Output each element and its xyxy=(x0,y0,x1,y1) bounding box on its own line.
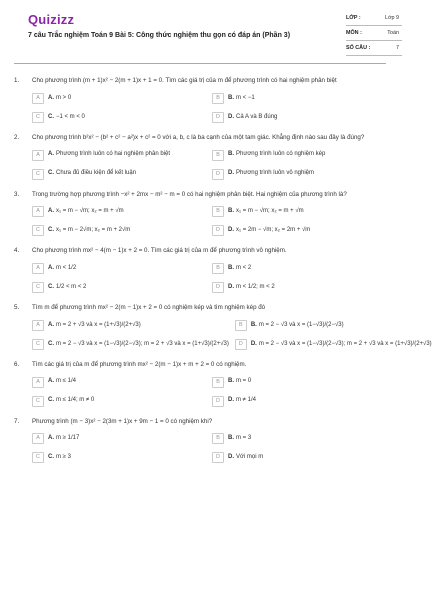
option-letter-box: A xyxy=(32,93,44,104)
brand-logo: Quizizz xyxy=(28,12,75,27)
option-value: m ≠ 1/4 xyxy=(236,397,256,404)
option-value: Với mọi m xyxy=(236,454,264,460)
option-text xyxy=(48,435,79,443)
option-letter-box: D xyxy=(212,396,224,407)
option-text xyxy=(228,454,263,462)
option-value: m = 3 xyxy=(236,435,252,441)
option-text xyxy=(48,95,71,103)
meta-label: MÔN : xyxy=(346,29,362,36)
question-6 xyxy=(14,361,386,407)
option-text xyxy=(228,397,256,405)
option-letter-box: C xyxy=(32,169,44,180)
answer-option-b[interactable] xyxy=(235,320,432,331)
option-value: m = 2 − √3 và x = (1−√3)/(2−√3); m = 2 + √3 và x = (1+√3)/(2+√3) xyxy=(258,340,432,347)
question-number: 4. xyxy=(14,247,20,255)
option-letter-box: A xyxy=(32,263,44,274)
option-text xyxy=(48,208,124,216)
answer-option-d[interactable] xyxy=(212,396,386,407)
question-stem xyxy=(14,361,386,369)
option-label: A. xyxy=(48,321,54,328)
option-letter-box: D xyxy=(235,339,247,350)
meta-row-subject xyxy=(346,26,402,41)
option-text xyxy=(228,95,255,103)
question-stem xyxy=(14,304,386,312)
question-5 xyxy=(14,304,432,350)
answer-options xyxy=(14,433,386,463)
answer-option-a[interactable] xyxy=(32,93,206,104)
option-value: x₁ = m − √m; x₂ = m + √m xyxy=(236,208,304,214)
question-text: Cho phương trình b²x² − (b² + c² − a²)x + c² = 0 với a, b, c là ba cạnh của một tam giác. Khẳng định nào sau đây là đúng? xyxy=(32,133,365,141)
option-value: x₁ = m − 2√m; x₂ = m + 2√m xyxy=(56,227,131,233)
question-text: Trong trường hợp phương trình −x² + 2mx − m² − m = 0 có hai nghiệm phân biệt. Hai nghiệm của phương trình là? xyxy=(32,190,347,198)
answer-option-a[interactable] xyxy=(32,150,206,161)
answer-options xyxy=(14,93,386,123)
question-4 xyxy=(14,247,386,293)
option-text xyxy=(228,265,251,273)
option-text xyxy=(228,227,310,235)
answer-option-c[interactable] xyxy=(32,112,206,123)
option-letter-box: B xyxy=(212,377,224,388)
option-value: m = 2 − √3 và x = (1−√3)/(2−√3) xyxy=(258,321,344,328)
answer-option-a[interactable] xyxy=(32,320,229,331)
option-value: x₁ = m − √m; x₂ = m + √m xyxy=(56,208,124,214)
option-label: A. xyxy=(48,264,54,271)
option-letter-box: A xyxy=(32,206,44,217)
answer-option-d[interactable] xyxy=(212,282,386,293)
option-letter-box: B xyxy=(235,320,247,331)
option-letter-box: C xyxy=(32,452,44,463)
option-label: B. xyxy=(228,378,234,385)
answer-option-a[interactable] xyxy=(32,377,206,388)
option-letter-box: B xyxy=(212,263,224,274)
answer-options xyxy=(14,377,386,407)
answer-option-c[interactable] xyxy=(32,396,206,407)
meta-box xyxy=(346,11,402,56)
option-label: B. xyxy=(228,208,234,214)
question-stem xyxy=(14,77,386,85)
option-letter-box: C xyxy=(32,396,44,407)
option-value: m ≥ 1/17 xyxy=(56,435,80,441)
question-stem xyxy=(14,191,386,199)
option-value: m < 2 xyxy=(236,264,252,271)
question-number: 2. xyxy=(14,133,20,141)
option-letter-box: A xyxy=(32,320,44,331)
option-text xyxy=(228,378,251,386)
option-value: m < 1/2; m < 2 xyxy=(236,283,275,290)
option-label: C. xyxy=(48,227,54,233)
question-number: 1. xyxy=(14,77,20,84)
option-label: B. xyxy=(228,435,234,441)
option-letter-box: D xyxy=(212,452,224,463)
option-label: D. xyxy=(228,283,234,290)
question-text: Cho phương trình (m + 1)x² − 2(m + 1)x + 1 = 0. Tìm các giá trị của m để phương trình có hai nghiệm phân biệt xyxy=(32,77,337,84)
option-text xyxy=(251,322,344,330)
option-label: D. xyxy=(228,397,234,404)
option-value: m > 0 xyxy=(56,94,72,101)
answer-option-d[interactable] xyxy=(212,225,386,236)
option-letter-box: D xyxy=(212,169,224,180)
question-text: Phương trình (m − 3)x² − 2(3m + 1)x + 9m − 1 = 0 có nghiệm khi? xyxy=(32,417,213,425)
answer-option-b[interactable] xyxy=(212,263,386,274)
question-stem xyxy=(14,418,386,426)
option-text xyxy=(228,151,325,159)
option-text xyxy=(228,170,314,178)
option-label: B. xyxy=(250,321,257,328)
header-divider xyxy=(14,63,386,64)
option-letter-box: C xyxy=(32,339,44,350)
option-value: m ≤ 1/4 xyxy=(56,378,76,385)
question-text: Tìm các giá trị của m để phương trình mx² − 2(m − 1)x + m + 2 = 0 có nghiệm. xyxy=(32,360,247,368)
option-letter-box: B xyxy=(212,206,224,217)
option-text xyxy=(48,170,136,178)
meta-value: 7 xyxy=(396,44,399,51)
meta-label: SỐ CÂU : xyxy=(346,44,371,51)
meta-value: Lớp 9 xyxy=(384,14,399,21)
option-value: Cả A và B đúng xyxy=(236,113,278,120)
answer-option-c[interactable] xyxy=(32,169,206,180)
answer-option-b[interactable] xyxy=(212,93,386,104)
option-value: m = 2 − √3 và x = (1−√3)/(2−√3); m = 2 + √3 và x = (1+√3)/(2+√3) xyxy=(56,340,229,347)
answer-option-c[interactable] xyxy=(32,282,206,293)
option-label: A. xyxy=(48,378,54,385)
page-header xyxy=(14,0,399,62)
answer-option-a[interactable] xyxy=(32,433,206,444)
answer-options xyxy=(14,206,386,236)
answer-option-c[interactable] xyxy=(32,225,206,236)
option-label: B. xyxy=(228,151,234,158)
option-letter-box: D xyxy=(212,225,224,236)
option-label: D. xyxy=(228,170,234,177)
option-label: C. xyxy=(48,113,54,120)
question-list xyxy=(14,77,432,474)
option-text xyxy=(48,378,76,386)
option-label: A. xyxy=(48,208,54,214)
question-number: 5. xyxy=(14,304,20,311)
option-label: D. xyxy=(228,227,234,233)
answer-option-c[interactable] xyxy=(32,339,229,350)
option-value: Phương trình luôn có nghiệm kép xyxy=(236,151,326,158)
answer-option-b[interactable] xyxy=(212,433,386,444)
option-text xyxy=(48,151,170,159)
question-number: 7. xyxy=(14,417,20,425)
option-label: C. xyxy=(48,340,54,347)
answer-option-d[interactable] xyxy=(235,339,432,350)
question-7 xyxy=(14,418,386,464)
option-label: C. xyxy=(48,397,54,404)
option-letter-box: D xyxy=(212,282,224,293)
option-text xyxy=(228,208,304,216)
option-letter-box: A xyxy=(32,377,44,388)
option-value: Phương trình luôn vô nghiệm xyxy=(236,170,314,177)
option-value: Chưa đủ điều kiện để kết luận xyxy=(56,170,137,177)
option-letter-box: D xyxy=(212,112,224,123)
option-text xyxy=(48,284,86,292)
option-value: m ≤ 1/4; m ≠ 0 xyxy=(56,397,95,404)
option-value: −1 < m < 0 xyxy=(56,113,85,120)
option-text xyxy=(48,227,130,235)
question-text: Tìm m để phương trình mx² − 2(m − 1)x + 2 = 0 có nghiệm kép và tìm nghiệm kép đó xyxy=(32,304,266,311)
answer-options xyxy=(14,263,386,293)
meta-row-count xyxy=(346,41,402,56)
meta-row-class xyxy=(346,11,402,26)
option-letter-box: A xyxy=(32,433,44,444)
answer-options xyxy=(14,150,386,180)
answer-option-b[interactable] xyxy=(212,206,386,217)
option-letter-box: A xyxy=(32,150,44,161)
answer-option-d[interactable] xyxy=(212,112,386,123)
option-text xyxy=(48,265,76,273)
option-text xyxy=(48,397,94,405)
option-text xyxy=(48,114,85,122)
option-letter-box: C xyxy=(32,282,44,293)
option-label: B. xyxy=(228,94,234,101)
option-letter-box: B xyxy=(212,433,224,444)
question-2 xyxy=(14,134,386,180)
answer-option-d[interactable] xyxy=(212,169,386,180)
option-letter-box: C xyxy=(32,112,44,123)
option-label: A. xyxy=(48,94,54,101)
option-text xyxy=(228,435,251,443)
option-label: D. xyxy=(250,340,257,347)
option-value: m < 1/2 xyxy=(56,264,77,271)
question-stem xyxy=(14,247,386,255)
option-label: C. xyxy=(48,454,54,460)
question-3 xyxy=(14,191,386,237)
option-letter-box: B xyxy=(212,93,224,104)
option-label: D. xyxy=(228,454,234,460)
option-label: C. xyxy=(48,170,54,177)
answer-option-b[interactable] xyxy=(212,377,386,388)
answer-option-a[interactable] xyxy=(32,206,206,217)
option-value: Phương trình luôn có hai nghiệm phân biệt xyxy=(56,151,171,158)
option-label: B. xyxy=(228,264,234,271)
option-letter-box: B xyxy=(212,150,224,161)
option-value: m < −1 xyxy=(236,94,255,101)
option-value: x₁ = 2m − √m; x₂ = 2m + √m xyxy=(236,227,311,233)
question-1 xyxy=(14,77,386,123)
meta-value: Toán xyxy=(387,29,399,36)
answer-option-d[interactable] xyxy=(212,452,386,463)
page-title: 7 câu Trắc nghiệm Toán 9 Bài 5: Công thức nghiệm thu gọn có đáp án (Phần 3) xyxy=(28,32,291,39)
option-label: A. xyxy=(48,435,54,441)
option-value: m = 2 + √3 và x = (1+√3)/(2+√3) xyxy=(56,321,141,328)
question-number: 6. xyxy=(14,360,20,368)
option-text xyxy=(228,284,275,292)
option-value: 1/2 < m < 2 xyxy=(56,283,87,290)
question-number: 3. xyxy=(14,190,20,198)
question-stem xyxy=(14,134,386,142)
answer-option-b[interactable] xyxy=(212,150,386,161)
option-value: m = 0 xyxy=(236,378,252,385)
answer-option-c[interactable] xyxy=(32,452,206,463)
option-text xyxy=(48,341,229,349)
option-label: D. xyxy=(228,113,234,120)
option-text xyxy=(228,114,277,122)
option-text xyxy=(251,341,432,349)
option-value: m ≥ 3 xyxy=(56,454,71,460)
option-label: C. xyxy=(48,283,54,290)
question-text: Cho phương trình mx² − 4(m − 1)x + 2 = 0. Tìm các giá trị của m để phương trình vô nghiệm. xyxy=(32,247,287,255)
option-letter-box: C xyxy=(32,225,44,236)
option-text xyxy=(48,454,71,462)
option-label: A. xyxy=(48,151,54,158)
meta-label: LỚP : xyxy=(346,14,361,21)
answer-options xyxy=(14,320,432,350)
answer-option-a[interactable] xyxy=(32,263,206,274)
option-text xyxy=(48,322,141,330)
